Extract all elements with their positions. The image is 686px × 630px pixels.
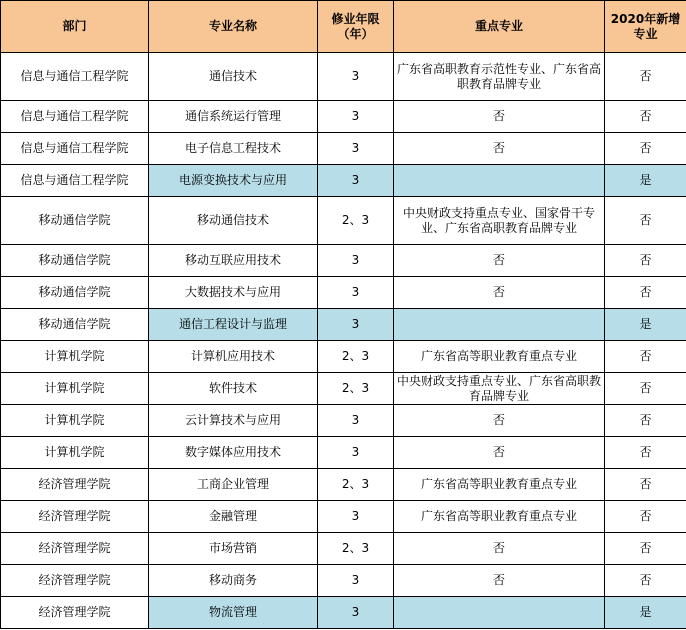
key-cell: 广东省高等职业教育重点专业: [394, 501, 605, 533]
major-cell: 通信技术: [149, 53, 318, 101]
key-cell: 否: [394, 245, 605, 277]
dept-cell: 信息与通信工程学院: [1, 101, 149, 133]
table-row: [1, 597, 686, 629]
years-cell: 2、3: [318, 533, 394, 565]
table-row: [1, 309, 686, 341]
header-key: 重点专业: [394, 1, 605, 53]
table-row: [1, 437, 686, 469]
new-cell: 是: [605, 597, 686, 629]
new-cell: 否: [605, 197, 686, 245]
years-cell: 3: [318, 405, 394, 437]
key-cell: 中央财政支持重点专业、广东省高职教育品牌专业: [394, 373, 605, 405]
major-cell: 数字媒体应用技术: [149, 437, 318, 469]
new-cell: 否: [605, 437, 686, 469]
years-cell: 3: [318, 277, 394, 309]
key-cell: [394, 597, 605, 629]
key-cell: 中央财政支持重点专业、国家骨干专业、广东省高职教育品牌专业: [394, 197, 605, 245]
key-cell: 否: [394, 437, 605, 469]
major-cell: 软件技术: [149, 373, 318, 405]
key-cell: 否: [394, 533, 605, 565]
years-cell: 3: [318, 245, 394, 277]
dept-cell: 信息与通信工程学院: [1, 133, 149, 165]
table-row: [1, 101, 686, 133]
new-cell: 否: [605, 101, 686, 133]
dept-cell: 经济管理学院: [1, 533, 149, 565]
new-cell: 否: [605, 533, 686, 565]
dept-cell: 计算机学院: [1, 437, 149, 469]
table-row: [1, 197, 686, 245]
key-cell: [394, 309, 605, 341]
major-cell: 金融管理: [149, 501, 318, 533]
dept-cell: 移动通信学院: [1, 277, 149, 309]
header-years: 修业年限（年）: [318, 1, 394, 53]
major-cell: 移动商务: [149, 565, 318, 597]
header-dept: 部门: [1, 1, 149, 53]
table-row: [1, 165, 686, 197]
table-row: [1, 501, 686, 533]
new-cell: 否: [605, 565, 686, 597]
key-cell: 广东省高职教育示范性专业、广东省高职教育品牌专业: [394, 53, 605, 101]
new-cell: 是: [605, 309, 686, 341]
table-row: [1, 53, 686, 101]
new-cell: 否: [605, 133, 686, 165]
new-cell: 否: [605, 245, 686, 277]
major-cell: 电源变换技术与应用: [149, 165, 318, 197]
new-cell: 否: [605, 501, 686, 533]
new-cell: 否: [605, 277, 686, 309]
major-cell: 通信工程设计与监理: [149, 309, 318, 341]
dept-cell: 经济管理学院: [1, 565, 149, 597]
key-cell: 否: [394, 277, 605, 309]
table-row: [1, 565, 686, 597]
major-cell: 云计算技术与应用: [149, 405, 318, 437]
years-cell: 3: [318, 165, 394, 197]
major-cell: 计算机应用技术: [149, 341, 318, 373]
major-cell: 大数据技术与应用: [149, 277, 318, 309]
dept-cell: 信息与通信工程学院: [1, 53, 149, 101]
key-cell: 广东省高等职业教育重点专业: [394, 469, 605, 501]
table-row: [1, 533, 686, 565]
years-cell: 2、3: [318, 341, 394, 373]
dept-cell: 经济管理学院: [1, 469, 149, 501]
header-new: 2020年新增专业: [605, 1, 686, 53]
dept-cell: 经济管理学院: [1, 597, 149, 629]
major-cell: 工商企业管理: [149, 469, 318, 501]
key-cell: 否: [394, 133, 605, 165]
key-cell: 广东省高等职业教育重点专业: [394, 341, 605, 373]
years-cell: 3: [318, 101, 394, 133]
major-cell: 电子信息工程技术: [149, 133, 318, 165]
new-cell: 否: [605, 469, 686, 501]
key-cell: 否: [394, 565, 605, 597]
dept-cell: 移动通信学院: [1, 245, 149, 277]
dept-cell: 经济管理学院: [1, 501, 149, 533]
dept-cell: 移动通信学院: [1, 309, 149, 341]
major-cell: 通信系统运行管理: [149, 101, 318, 133]
new-cell: 否: [605, 405, 686, 437]
major-cell: 物流管理: [149, 597, 318, 629]
years-cell: 3: [318, 501, 394, 533]
years-cell: 3: [318, 133, 394, 165]
table-row: [1, 469, 686, 501]
key-cell: 否: [394, 405, 605, 437]
years-cell: 3: [318, 565, 394, 597]
table-row: [1, 133, 686, 165]
years-cell: 3: [318, 597, 394, 629]
table-row: [1, 277, 686, 309]
years-cell: 2、3: [318, 469, 394, 501]
years-cell: 3: [318, 309, 394, 341]
key-cell: [394, 165, 605, 197]
new-cell: 否: [605, 53, 686, 101]
dept-cell: 信息与通信工程学院: [1, 165, 149, 197]
header-row: [1, 1, 686, 53]
dept-cell: 移动通信学院: [1, 197, 149, 245]
dept-cell: 计算机学院: [1, 405, 149, 437]
major-cell: 市场营销: [149, 533, 318, 565]
new-cell: 否: [605, 373, 686, 405]
table-row: [1, 341, 686, 373]
major-cell: 移动通信技术: [149, 197, 318, 245]
dept-cell: 计算机学院: [1, 373, 149, 405]
years-cell: 3: [318, 437, 394, 469]
years-cell: 3: [318, 53, 394, 101]
table-row: [1, 373, 686, 405]
header-major: 专业名称: [149, 1, 318, 53]
new-cell: 是: [605, 165, 686, 197]
years-cell: 2、3: [318, 373, 394, 405]
table-row: [1, 405, 686, 437]
table-row: [1, 245, 686, 277]
years-cell: 2、3: [318, 197, 394, 245]
new-cell: 否: [605, 341, 686, 373]
major-cell: 移动互联应用技术: [149, 245, 318, 277]
key-cell: 否: [394, 101, 605, 133]
dept-cell: 计算机学院: [1, 341, 149, 373]
